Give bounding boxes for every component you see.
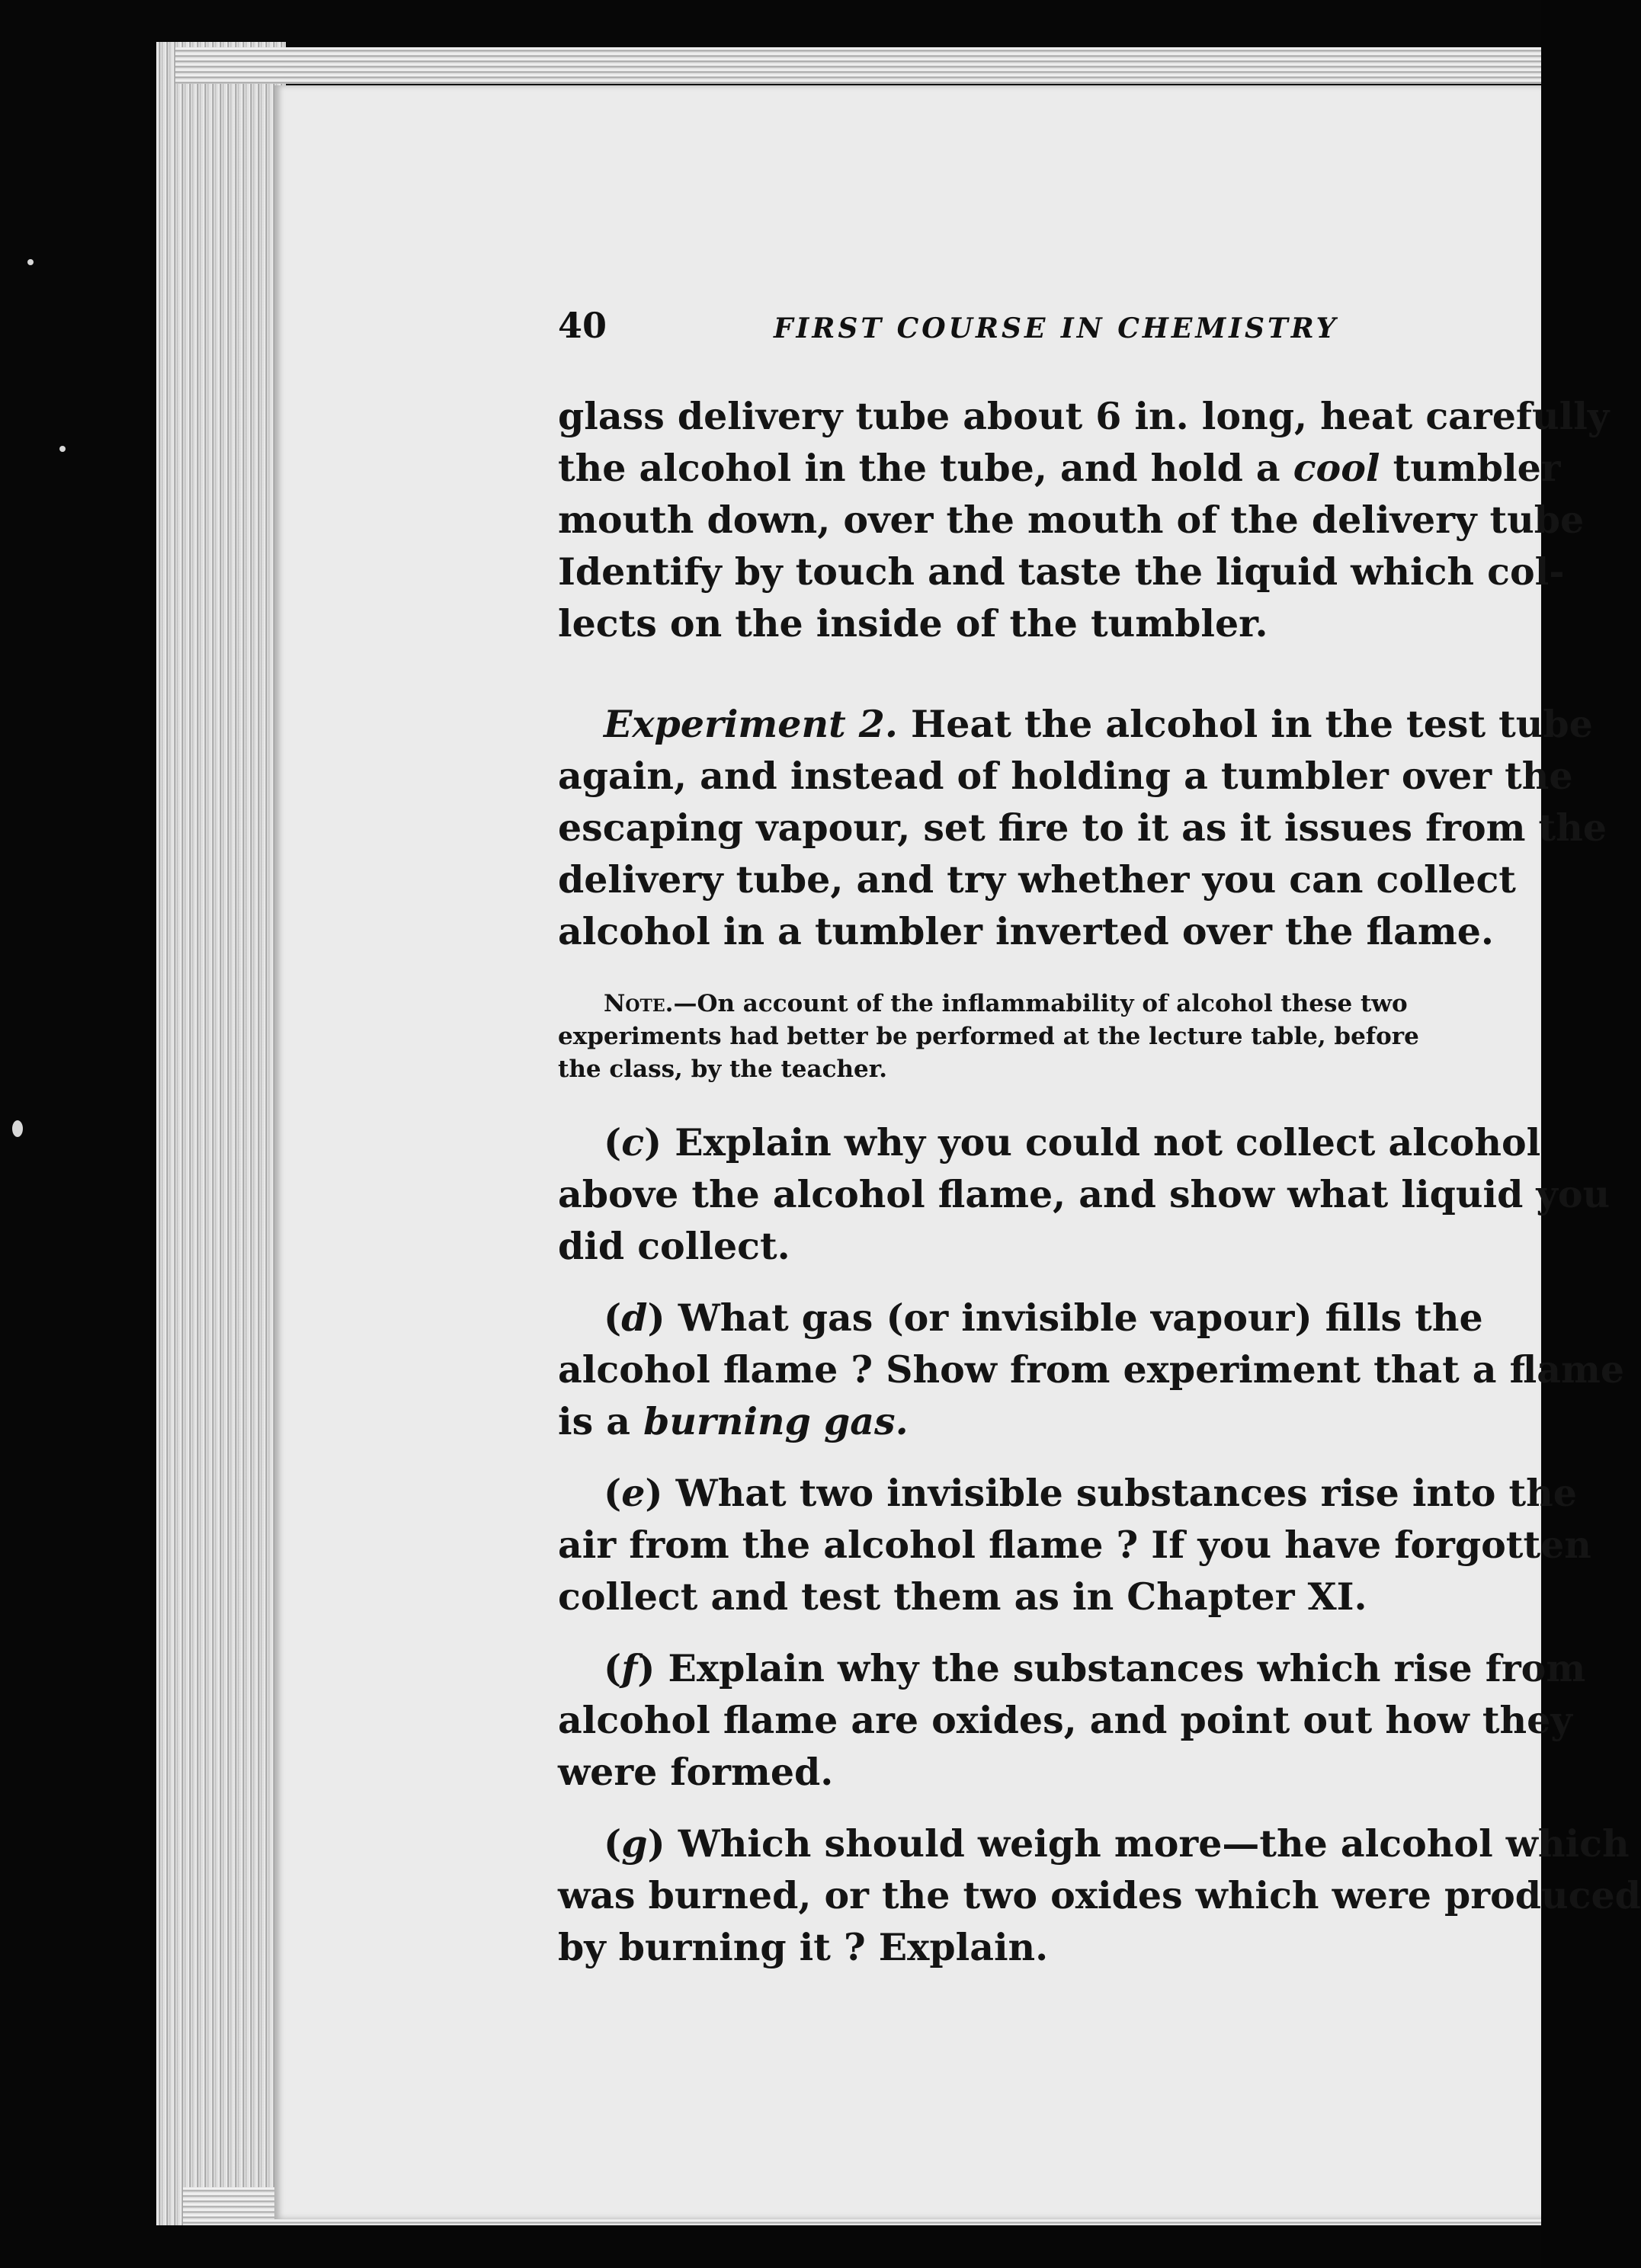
text-line: alcohol in a tumbler inverted over the flame. xyxy=(558,909,1494,953)
page-edges-left xyxy=(156,42,286,2225)
text-line: delivery tube, and try whether you can collect xyxy=(558,857,1516,902)
note-line: Note.—On account of the inflammability of alcohol these two xyxy=(604,990,1408,1017)
text-line: mouth down, over the mouth of the delivery tube xyxy=(558,498,1585,542)
text-line: did collect. xyxy=(558,1224,790,1268)
text-line: collect and test them as in Chapter XI. xyxy=(558,1574,1367,1619)
experiment-heading-line: Experiment 2. Heat the alcohol in the test tube xyxy=(604,702,1593,746)
text-line: above the alcohol flame, and show what liquid you xyxy=(558,1172,1611,1216)
question-g: (g) Which should weigh more—the alcohol which xyxy=(604,1821,1630,1866)
note-line: the class, by the teacher. xyxy=(558,1056,888,1083)
question-f: (f) Explain why the substances which rise from xyxy=(604,1646,1586,1690)
text-line: Identify by touch and taste the liquid which col- xyxy=(558,549,1565,594)
note-label: Note. xyxy=(604,990,674,1017)
book-title: FIRST COURSE IN CHEMISTRY xyxy=(774,312,1339,344)
page-edges-top xyxy=(175,47,1541,84)
text-line: is a burning gas. xyxy=(558,1399,909,1443)
text-line: air from the alcohol flame ? If you have forgotten xyxy=(558,1523,1591,1567)
italic-phrase: burning gas. xyxy=(643,1399,909,1443)
running-head xyxy=(558,305,1541,358)
text-line: again, and instead of holding a tumbler over the xyxy=(558,754,1573,798)
text-line: were formed. xyxy=(558,1750,834,1794)
italic-word: cool xyxy=(1293,446,1380,490)
text-line: by burning it ? Explain. xyxy=(558,1925,1049,1969)
text-line: lects on the inside of the tumbler. xyxy=(558,601,1268,645)
question-d: (d) What gas (or invisible vapour) fills the xyxy=(604,1296,1483,1340)
dust-speck xyxy=(12,1120,23,1137)
question-e: (e) What two invisible substances rise into the xyxy=(604,1471,1577,1515)
text-line: alcohol flame ? Show from experiment that a flame xyxy=(558,1347,1625,1392)
text-line: alcohol flame are oxides, and point out how they xyxy=(558,1698,1572,1742)
question-c: (c) Explain why you could not collect alcohol xyxy=(604,1120,1541,1164)
dust-speck xyxy=(27,259,34,265)
dust-speck xyxy=(59,446,66,452)
experiment-label: Experiment 2. xyxy=(604,702,898,746)
text-line: escaping vapour, set fire to it as it issues from the xyxy=(558,806,1607,850)
page-body xyxy=(558,390,1641,1973)
note-line: experiments had better be performed at the lecture table, before xyxy=(558,1023,1419,1050)
text-line: the alcohol in the tube, and hold a cool tumbler xyxy=(558,446,1561,490)
text-line: glass delivery tube about 6 in. long, heat carefully xyxy=(558,394,1610,438)
text-line: was burned, or the two oxides which were produced xyxy=(558,1873,1641,1917)
page-number: 40 xyxy=(558,305,607,346)
